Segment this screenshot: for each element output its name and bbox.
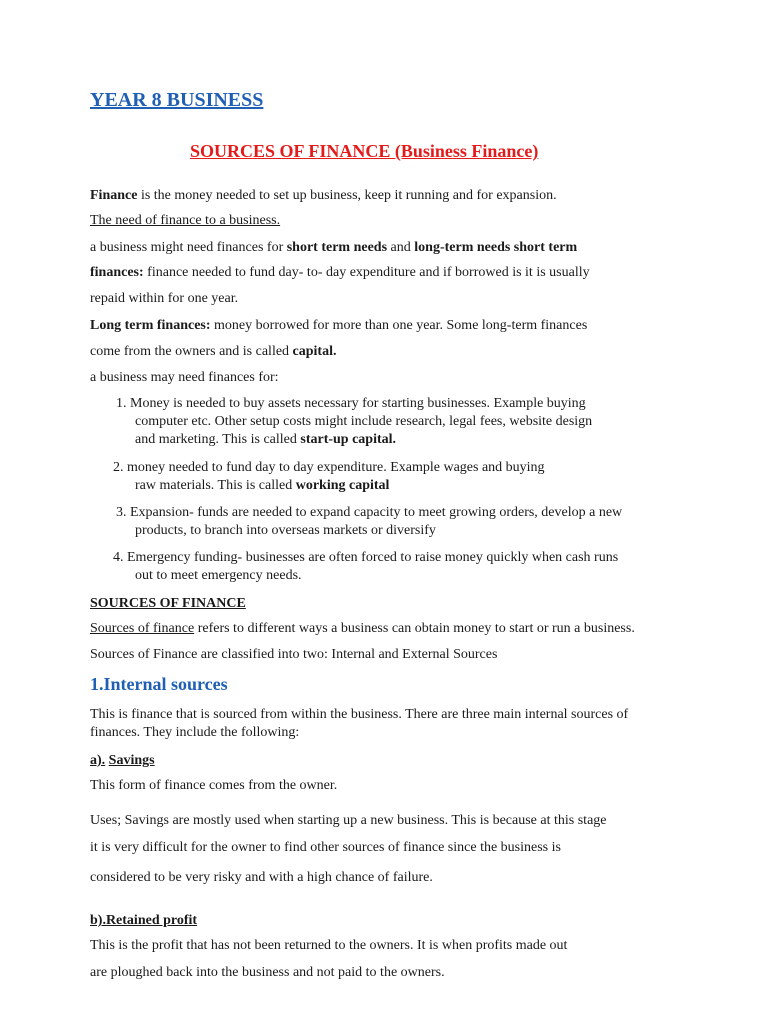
retained-line-2: are ploughed back into the business and not paid to the owners. [90,965,445,980]
retained-heading [90,912,197,929]
intro-line-2-a: finances: [90,265,144,280]
sources-term: Sources of finance [90,621,195,636]
uses-line-3: considered to be very risky and with a high chance of failure. [90,870,433,885]
list-item-1-line-2: computer etc. Other setup costs might include research, legal fees, website design [135,414,593,429]
sources-heading-text: SOURCES OF FINANCE [90,596,246,611]
retained-line-1: This is the profit that has not been returned to the owners. It is when profits made out [90,938,568,953]
finance-definition [90,187,557,204]
long-term-line [90,317,587,334]
long-term-text: money borrowed for more than one year. Some long-term finances [210,318,588,333]
sources-definition [90,620,635,637]
intro-line-1-b: short term needs [286,240,388,255]
capital-text: come from the owners and is called [90,344,293,359]
internal-sources-heading: 1.Internal sources [90,674,228,694]
list-item-1-line-3-a: and marketing. This is called [135,432,301,447]
sources-heading [90,595,246,612]
savings-prefix: a). [90,753,106,768]
list-item-2-line-1: 2. money needed to fund day to day expenditure. Example wages and buying [113,460,545,475]
long-term-term: Long term finances: [90,318,211,333]
retained-title: b).Retained profit [90,913,198,928]
list-item-1-line-3 [135,431,396,448]
intro-line-2 [90,264,590,281]
list-item-2-line-2 [135,477,389,494]
uses-line-2: it is very difficult for the owner to find other sources of finance since the business is [90,840,561,855]
savings-line-1: This form of finance comes from the owner. [90,778,338,793]
list-item-2-line-2-a: raw materials. This is called [135,478,296,493]
uses-line-1: Uses; Savings are mostly used when starting up a new business. This is because at this stage [90,813,607,828]
intro-line-2-b: finance needed to fund day- to- day expenditure and if borrowed is it is usually [143,265,590,280]
working-capital-term: working capital [295,478,390,493]
page-subtitle: SOURCES OF FINANCE (Business Finance) [190,141,539,161]
finance-def-text: is the money needed to set up business, keep it running and for expansion. [137,188,557,203]
internal-desc-line-1: This is finance that is sourced from within the business. There are three main internal sources of [90,707,629,722]
capital-term: capital. [292,344,337,359]
need-heading-text: The need of finance to a business. [90,213,281,228]
start-up-capital-term: start-up capital. [300,432,397,447]
list-item-3-line-1: 3. Expansion- funds are needed to expand capacity to meet growing orders, develop a new [116,505,623,520]
list-item-4-line-1: 4. Emergency funding- businesses are often forced to raise money quickly when cash runs [113,550,619,565]
list-item-4-line-2: out to meet emergency needs. [135,568,302,583]
need-heading [90,212,280,229]
savings-title: Savings [108,753,155,768]
intro-line-1-c: and [387,240,415,255]
capital-line [90,343,337,360]
sources-def-text: refers to different ways a business can obtain money to start or run a business. [194,621,635,636]
sources-classified: Sources of Finance are classified into two: Internal and External Sources [90,647,498,662]
may-need-line: a business may need finances for: [90,370,279,385]
intro-line-1-d: long-term needs short term [414,240,578,255]
finance-term: Finance [90,188,138,203]
intro-line-1-a: a business might need finances for [90,240,287,255]
intro-line-3: repaid within for one year. [90,291,239,306]
page-title: YEAR 8 BUSINESS [90,89,264,111]
savings-heading [90,752,155,769]
list-item-3-line-2: products, to branch into overseas markets or diversify [135,523,436,538]
internal-desc-line-2: finances. They include the following: [90,725,300,740]
list-item-1-line-1: 1. Money is needed to buy assets necessary for starting businesses. Example buying [116,396,586,411]
intro-line-1 [90,239,577,256]
